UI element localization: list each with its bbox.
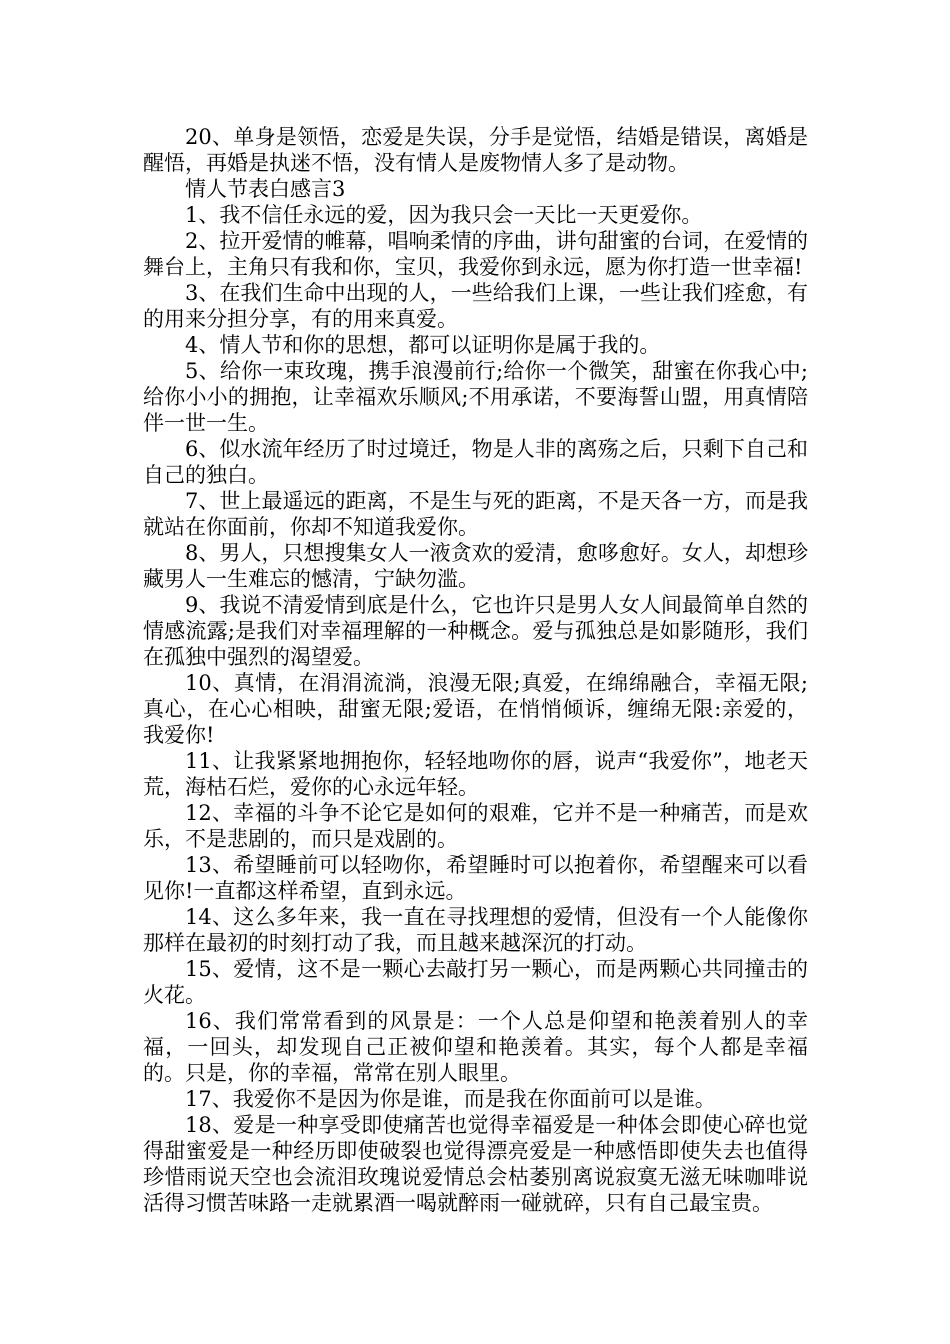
list-item: 15、爱情，这不是一颗心去敲打另一颗心，而是两颗心共同撞击的火花。 (143, 957, 808, 1007)
list-item: 1、我不信任永远的爱，因为我只会一天比一天更爱你。 (185, 203, 703, 227)
list-item: 11、让我紧紧地拥抱你，轻轻地吻你的唇，说声“我爱你”，地老天荒，海枯石烂，爱你的心永远年轻。 (143, 749, 808, 799)
list-item: 7、世上最遥远的距离，不是生与死的距离，不是天各一方，而是我就站在你面前，你却不知道我爱你。 (143, 489, 808, 539)
list-item: 8、男人，只想搜集女人一液贪欢的爱清，愈哆愈好。女人，却想珍藏男人一生难忘的憾清，宁缺勿滥。 (143, 541, 808, 591)
list-item: 2、拉开爱情的帷幕，唱响柔情的序曲，讲句甜蜜的台词，在爱情的舞台上，主角只有我和你，宝贝，我爱你到永远，愿为你打造一世幸福! (143, 229, 808, 279)
list-item: 17、我爱你不是因为你是谁，而是我在你面前可以是谁。 (185, 1087, 716, 1111)
paragraph-intro: 20、单身是领悟，恋爱是失误，分手是觉悟，结婚是错误，离婚是醒悟，再婚是执迷不悟，没有情人是废物情人多了是动物。 (143, 125, 808, 175)
list-item: 10、真情，在涓涓流淌，浪漫无限;真爱，在绵绵融合，幸福无限;真心，在心心相映，甜蜜无限;爱语，在悄悄倾诉，缠绵无限:亲爱的，我爱你! (143, 671, 808, 747)
section-heading: 情人节表白感言3 (185, 177, 346, 201)
list-item: 4、情人节和你的思想，都可以证明你是属于我的。 (185, 333, 661, 357)
list-item: 16、我们常常看到的风景是：一个人总是仰望和艳羡着别人的幸福，一回头，却发现自己正被仰望和艳羡着。其实，每个人都是幸福的。只是，你的幸福，常常在别人眼里。 (143, 1009, 808, 1085)
list-item: 6、似水流年经历了时过境迁，物是人非的离殇之后，只剩下自己和自己的独白。 (143, 437, 808, 487)
list-item: 14、这么多年来，我一直在寻找理想的爱情，但没有一个人能像你那样在最初的时刻打动了我，而且越来越深沉的打动。 (143, 905, 808, 955)
list-item: 12、幸福的斗争不论它是如何的艰难，它并不是一种痛苦，而是欢乐，不是悲剧的，而只是戏剧的。 (143, 801, 808, 851)
list-item: 3、在我们生命中出现的人，一些给我们上课，一些让我们痊愈，有的用来分担分享，有的用来真爱。 (143, 281, 808, 331)
document-body (143, 124, 808, 1216)
list-item: 13、希望睡前可以轻吻你，希望睡时可以抱着你，希望醒来可以看见你!一直都这样希望，直到永远。 (143, 853, 808, 903)
list-item: 9、我说不清爱情到底是什么，它也许只是男人女人间最简单自然的情感流露;是我们对幸福理解的一种概念。爱与孤独总是如影随形，我们在孤独中强烈的渴望爱。 (143, 593, 808, 669)
list-item: 5、给你一束玫瑰，携手浪漫前行;给你一个微笑，甜蜜在你我心中;给你小小的拥抱，让幸福欢乐顺风;不用承诺，不要海誓山盟，用真情陪伴一世一生。 (143, 359, 808, 435)
list-item: 18、爱是一种享受即使痛苦也觉得幸福爱是一种体会即使心碎也觉得甜蜜爱是一种经历即使破裂也觉得漂亮爱是一种感悟即使失去也值得珍惜雨说天空也会流泪玫瑰说爱情总会枯萎别离说寂寞无滋无味咖啡说活得习惯苦味路一走就累酒一喝就醉雨一碰就碎，只有自己最宝贵。 (143, 1113, 808, 1215)
